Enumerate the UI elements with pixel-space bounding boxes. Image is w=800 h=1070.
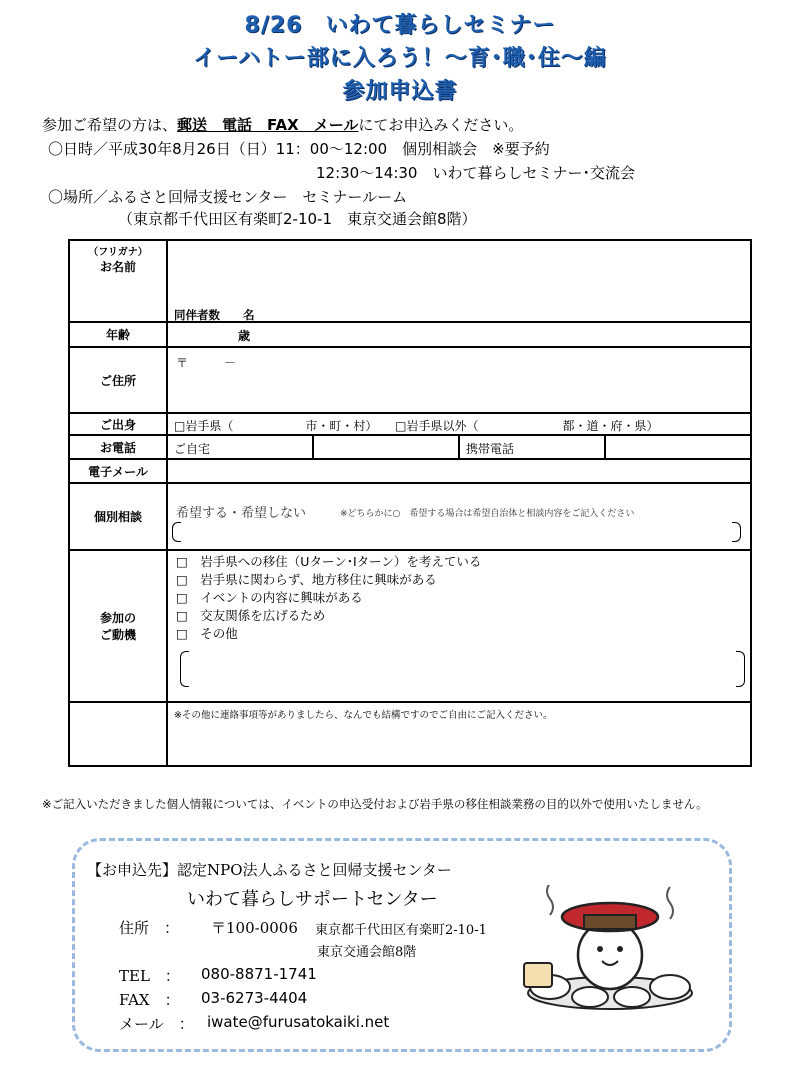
furigana-label: （フリガナ） — [88, 247, 148, 258]
origin-other[interactable]: □岩手県以外（ 都・道・府・県） — [395, 419, 659, 433]
motive-label-line2: ご動機 — [99, 628, 136, 642]
name-label: お名前 — [99, 260, 136, 274]
contact-postal: 〒100-0006 — [211, 919, 298, 937]
phone-home-field[interactable] — [313, 435, 459, 459]
remarks-label-cell — [69, 702, 167, 766]
motive-item[interactable]: □ 交友関係を広げるため — [176, 608, 326, 623]
consult-bracket-left — [172, 522, 181, 542]
mascot-illustration — [520, 885, 700, 1015]
address-label: ご住所 — [69, 347, 167, 413]
email-label: 電子メール — [69, 459, 167, 483]
contact-fax-label: FAX ： — [119, 991, 180, 1009]
motive-item[interactable]: □ イベントの内容に興味がある — [176, 590, 363, 605]
other-bracket-right — [736, 651, 745, 687]
date-line1: 〇日時／平成30年8月26日（日）11：00～12:00 個別相談会 ※要予約 — [48, 140, 550, 158]
origin-label: ご出身 — [69, 413, 167, 435]
contact-tel-value[interactable]: 080-8871-1741 — [201, 965, 317, 983]
consult-note: ※どちらかに○ 希望する場合は希望自治体と相談内容をご記入ください — [340, 509, 635, 519]
age-unit: 歳 — [238, 329, 251, 343]
contact-address-label: 住所 ： — [119, 919, 180, 937]
motive-item[interactable]: □ 岩手県に関わらず、地方移住に興味がある — [176, 572, 437, 587]
name-field[interactable] — [167, 240, 751, 322]
motive-field[interactable] — [167, 550, 751, 702]
motive-label — [69, 550, 167, 702]
place-line2: （東京都千代田区有楽町2-10-1 東京交通会館8階） — [118, 210, 477, 228]
phone-home-label: ご自宅 — [167, 435, 313, 459]
date-line2: 12:30～14:30 いわて暮らしセミナー･交流会 — [316, 164, 635, 182]
motive-item[interactable]: □ その他 — [176, 626, 238, 641]
contact-center-name: いわて暮らしサポートセンター — [187, 889, 438, 910]
steam-icon — [547, 885, 553, 915]
contact-address-line1: 東京都千代田区有楽町2-10-1 — [315, 923, 487, 938]
companions-label: 同伴者数 名 — [174, 308, 255, 322]
motive-list — [168, 551, 750, 643]
consult-bracket-right — [732, 522, 741, 542]
phone-mobile-field[interactable] — [605, 435, 751, 459]
contact-org: 【お申込先】認定NPO法人ふるさと回帰支援センター — [87, 861, 452, 879]
remarks-field[interactable] — [167, 702, 751, 766]
phone-label: お電話 — [69, 435, 167, 459]
phone-mobile-label: 携帯電話 — [459, 435, 605, 459]
contact-address-line2: 東京交通会館8階 — [317, 945, 417, 960]
email-field[interactable] — [167, 459, 751, 483]
intro-methods: 郵送 電話 FAX メール — [177, 116, 359, 134]
consult-label: 個別相談 — [69, 483, 167, 550]
title-line1: 8/26 いわて暮らしセミナー — [244, 13, 556, 38]
contact-mail-value[interactable]: iwate@furusatokaiki.net — [207, 1013, 390, 1031]
age-label: 年齢 — [69, 322, 167, 347]
other-bracket-left — [180, 651, 189, 687]
motive-label-line1: 参加の — [99, 611, 136, 625]
place-line1: 〇場所／ふるさと回帰支援センター セミナールーム — [48, 188, 408, 206]
origin-field[interactable] — [167, 413, 751, 435]
consult-field[interactable] — [167, 483, 751, 550]
motive-item[interactable]: □ 岩手県への移住（Uターン･Iターン）を考えている — [176, 554, 482, 569]
intro-post: にてお申込みください。 — [358, 116, 524, 134]
intro-line — [42, 114, 523, 135]
contact-mail-label: メール ： — [119, 1015, 194, 1033]
steam-icon — [667, 887, 673, 919]
privacy-note: ※ご記入いただきました個人情報については、イベントの申込受付および岩手県の移住相談業務の目的以外で使用いたしません。 — [42, 797, 708, 811]
title-line3: 参加申込書 — [342, 79, 458, 104]
consult-choice[interactable]: 希望する・希望しない — [176, 506, 307, 521]
remarks-note: ※その他に連絡事項等がありましたら、なんでも結構ですのでご自由にご記入ください。 — [174, 710, 553, 721]
age-field[interactable] — [167, 322, 751, 347]
contact-tel-label: TEL ： — [119, 967, 180, 985]
contact-fax-value[interactable]: 03-6273-4404 — [201, 989, 308, 1007]
origin-iwate[interactable]: □岩手県（ 市・町・村） — [174, 419, 378, 433]
application-form — [68, 239, 752, 767]
postal-mark: 〒 － — [176, 356, 237, 370]
address-field[interactable] — [167, 347, 751, 413]
title-line2: イーハトー部に入ろう！～育･職･住～編 — [193, 46, 607, 71]
intro-pre: 参加ご希望の方は、 — [42, 116, 178, 134]
name-label-cell — [69, 240, 167, 322]
